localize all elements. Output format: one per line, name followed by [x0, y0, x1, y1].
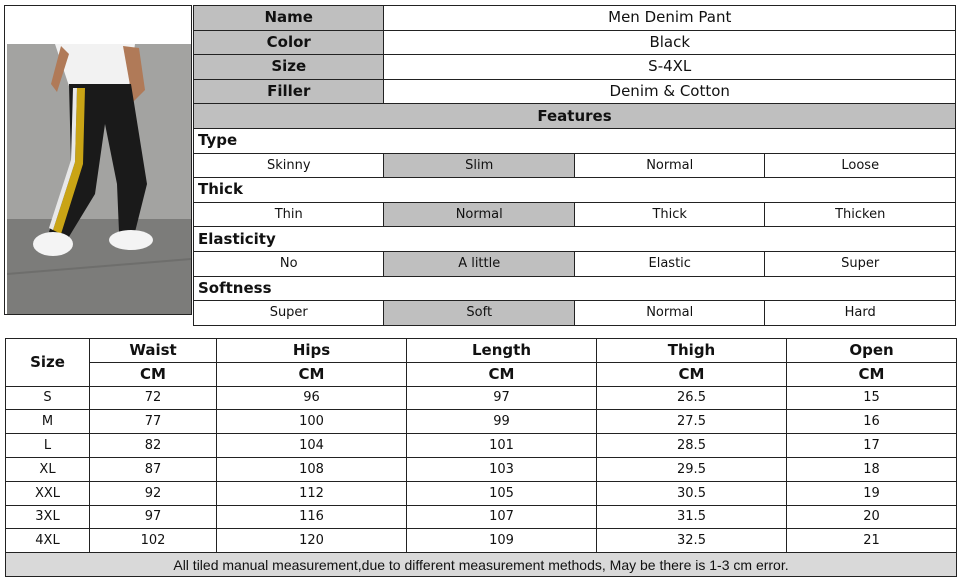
feature-options-elasticity	[194, 251, 956, 276]
table-cell: 17	[787, 434, 957, 458]
spec-label: Size	[194, 55, 384, 80]
measurement-note: All tiled manual measurement,due to different measurement methods, May be there is 1-3 cm error.	[6, 553, 957, 577]
table-cell: 16	[787, 410, 957, 434]
column-header: Length	[407, 339, 597, 363]
feature-section-type	[194, 128, 956, 153]
spec-value: S-4XL	[384, 55, 956, 80]
table-cell: 29.5	[597, 457, 787, 481]
feature-option: No	[194, 251, 384, 276]
feature-option: Skinny	[194, 153, 384, 178]
feature-option-selected: Normal	[384, 202, 574, 227]
table-cell: 107	[407, 505, 597, 529]
feature-section-title: Elasticity	[194, 227, 956, 252]
features-header-row	[194, 104, 956, 129]
table-row	[6, 410, 957, 434]
column-header: Thigh	[597, 339, 787, 363]
feature-option: Thin	[194, 202, 384, 227]
features-title: Features	[194, 104, 956, 129]
table-cell: 116	[217, 505, 407, 529]
spec-row-color	[194, 30, 956, 55]
column-header: Open	[787, 339, 957, 363]
size-chart-table	[5, 338, 957, 577]
feature-section-softness	[194, 276, 956, 301]
feature-option-selected: A little	[384, 251, 574, 276]
spec-label: Filler	[194, 79, 384, 104]
table-cell: 26.5	[597, 386, 787, 410]
table-cell: 30.5	[597, 481, 787, 505]
feature-option: Hard	[765, 301, 956, 326]
table-cell: 27.5	[597, 410, 787, 434]
spec-row-name	[194, 6, 956, 31]
table-cell: 102	[90, 529, 217, 553]
feature-option: Loose	[765, 153, 956, 178]
feature-options-type	[194, 153, 956, 178]
spec-row-size	[194, 55, 956, 80]
table-row	[6, 505, 957, 529]
spec-table	[193, 5, 956, 326]
table-cell: 72	[90, 386, 217, 410]
feature-options-softness	[194, 301, 956, 326]
size-header-row	[6, 339, 957, 363]
feature-option: Normal	[574, 153, 764, 178]
table-cell: 104	[217, 434, 407, 458]
table-cell: 87	[90, 457, 217, 481]
table-cell: 20	[787, 505, 957, 529]
table-cell: 120	[217, 529, 407, 553]
unit-label: CM	[90, 362, 217, 386]
size-column-header: Size	[6, 339, 90, 387]
table-cell: 97	[407, 386, 597, 410]
feature-option: Super	[194, 301, 384, 326]
product-photo	[4, 5, 192, 315]
table-cell: 21	[787, 529, 957, 553]
feature-option: Thicken	[765, 202, 956, 227]
table-cell: 100	[217, 410, 407, 434]
table-cell: 32.5	[597, 529, 787, 553]
feature-option-selected: Soft	[384, 301, 574, 326]
spec-value: Black	[384, 30, 956, 55]
table-cell: 101	[407, 434, 597, 458]
feature-option: Normal	[574, 301, 764, 326]
table-row	[6, 434, 957, 458]
table-cell: 28.5	[597, 434, 787, 458]
feature-section-title: Thick	[194, 178, 956, 203]
spec-label: Name	[194, 6, 384, 31]
feature-option: Super	[765, 251, 956, 276]
table-cell: 15	[787, 386, 957, 410]
table-cell: 77	[90, 410, 217, 434]
model-wearing-black-jogger-jeans-with-stripe-photo	[7, 44, 191, 314]
feature-option-selected: Slim	[384, 153, 574, 178]
unit-label: CM	[597, 362, 787, 386]
spec-label: Color	[194, 30, 384, 55]
table-cell: 108	[217, 457, 407, 481]
table-cell: 105	[407, 481, 597, 505]
size-cell: S	[6, 386, 90, 410]
table-row	[6, 386, 957, 410]
table-cell: 18	[787, 457, 957, 481]
feature-option: Thick	[574, 202, 764, 227]
table-cell: 112	[217, 481, 407, 505]
feature-section-title: Softness	[194, 276, 956, 301]
size-cell: XL	[6, 457, 90, 481]
table-cell: 96	[217, 386, 407, 410]
table-cell: 31.5	[597, 505, 787, 529]
feature-section-elasticity	[194, 227, 956, 252]
unit-label: CM	[217, 362, 407, 386]
size-cell: L	[6, 434, 90, 458]
table-cell: 103	[407, 457, 597, 481]
table-cell: 99	[407, 410, 597, 434]
feature-section-title: Type	[194, 128, 956, 153]
feature-section-thick	[194, 178, 956, 203]
column-header: Waist	[90, 339, 217, 363]
table-cell: 82	[90, 434, 217, 458]
table-row	[6, 481, 957, 505]
note-row	[6, 553, 957, 577]
size-cell: XXL	[6, 481, 90, 505]
unit-label: CM	[787, 362, 957, 386]
table-cell: 109	[407, 529, 597, 553]
table-cell: 97	[90, 505, 217, 529]
column-header: Hips	[217, 339, 407, 363]
feature-options-thick	[194, 202, 956, 227]
table-cell: 92	[90, 481, 217, 505]
table-cell: 19	[787, 481, 957, 505]
feature-option: Elastic	[574, 251, 764, 276]
unit-label: CM	[407, 362, 597, 386]
unit-row	[6, 362, 957, 386]
spec-row-filler	[194, 79, 956, 104]
table-row	[6, 529, 957, 553]
spec-value: Men Denim Pant	[384, 6, 956, 31]
size-cell: M	[6, 410, 90, 434]
table-row	[6, 457, 957, 481]
size-cell: 3XL	[6, 505, 90, 529]
size-cell: 4XL	[6, 529, 90, 553]
spec-value: Denim & Cotton	[384, 79, 956, 104]
